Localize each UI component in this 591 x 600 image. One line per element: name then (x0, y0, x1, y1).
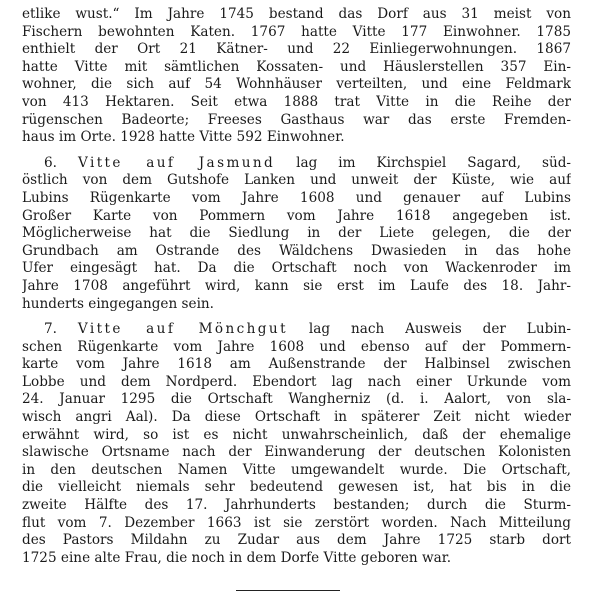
text-line: wisch angri Aal). Da diese Ortschaft in späterer Zeit nicht wieder (22, 409, 571, 426)
text-line: erwähnt wird, so ist es nicht unwahrscheinlich, daß der ehemalige (22, 426, 571, 443)
text-line: flut vom 7. Dezember 1663 ist sie zerstört worden. Nach Mitteilung (22, 514, 571, 531)
text-line: haus im Orte. 1928 hatte Vitte 592 Einwohner. (22, 129, 345, 146)
text-line: Lobbe und dem Nordperd. Ebendort lag nach einer Urkunde vom (22, 373, 571, 390)
text-line: die vielleicht niemals sehr bedeutend gewesen ist, hat bis in die (22, 479, 571, 496)
text-line: enthielt der Ort 21 Kätner- und 22 Einliegerwohnungen. 1867 (22, 41, 571, 58)
text-line: Lubins Rügenkarte vom Jahre 1608 und genauer auf Lubins (22, 189, 571, 206)
text-line: zweite Hälfte des 17. Jahrhunderts bestanden; durch die Sturm- (22, 497, 571, 514)
text-line: Jahre 1708 angeführt wird, kann sie erst im Laufe des 18. Jahr- (22, 277, 571, 294)
text-line: etlike wust.“ Im Jahre 1745 bestand das Dorf aus 31 meist von (22, 6, 571, 22)
text-line: Möglicherweise hat die Siedlung in der Liete gelegen, die der (22, 225, 571, 242)
text-line-rest: lag nach Ausweis der Lubin- (308, 321, 571, 338)
text-line: 1725 eine alte Frau, die noch in dem Dorfe Vitte geboren war. (22, 549, 452, 566)
text-line (22, 155, 571, 173)
text-line-rest: lag im Kirchspiel Sagard, süd- (296, 154, 571, 171)
text-line: rügenschen Badeorte; Freeses Gasthaus war das erste Fremden- (22, 111, 571, 128)
text-line: Ufer eingesägt hat. Da die Ortschaft noch von Wackenroder im (22, 260, 571, 277)
text-line: 24. Januar 1295 die Ortschaft Wangherniz (d. i. Aalort, von sla- (22, 391, 571, 408)
text-line: Großer Karte von Pommern vom Jahre 1618 angegeben ist. (22, 207, 571, 224)
text-line (22, 321, 571, 339)
text-line: hunderts eingegangen sein. (22, 295, 214, 312)
text-line: Fischern bewohnten Katen. 1767 hatte Vitte 177 Einwohner. 1785 (22, 23, 571, 40)
text-line: slawische Ortsname nach der Einwanderung der deutschen Kolonisten (22, 444, 571, 461)
text-line: wohner, die sich auf 54 Wohnhäuser verteilten, und eine Feldmark (22, 76, 571, 93)
section-heading: Vitte auf Mönchgut (77, 321, 288, 338)
section-divider (236, 590, 340, 591)
paragraph-vitte-jasmund (22, 155, 571, 313)
text-line: von 413 Hektaren. Seit etwa 1888 trat Vitte in die Reihe der (22, 93, 571, 110)
text-line: schen Rügenkarte vom Jahre 1608 und ebenso auf der Pommern- (22, 338, 571, 355)
text-line: in den deutschen Namen Vitte umgewandelt wurde. Die Ortschaft, (22, 461, 571, 478)
text-line: hatte Vitte mit sämtlichen Kossaten- und Häuslerstellen 357 Ein- (22, 58, 571, 75)
section-heading: Vitte auf Jasmund (77, 154, 276, 171)
paragraph-vitte-history (22, 6, 571, 147)
text-line: Grundbach am Ostrande des Wäldchens Dwasieden in das hohe (22, 242, 571, 259)
paragraph-vitte-moenchgut (22, 321, 571, 567)
text-line: des Pastors Mildahn zu Zudar aus dem Jahre 1725 starb dort (22, 532, 571, 549)
section-number: 7. (44, 321, 57, 338)
text-line: karte vom Jahre 1618 am Außenstrande der Halbinsel zwischen (22, 356, 571, 373)
text-line: östlich von dem Gutshofe Lanken und unweit der Küste, wie auf (22, 172, 571, 189)
section-number: 6. (44, 154, 57, 171)
document-page (22, 6, 571, 567)
